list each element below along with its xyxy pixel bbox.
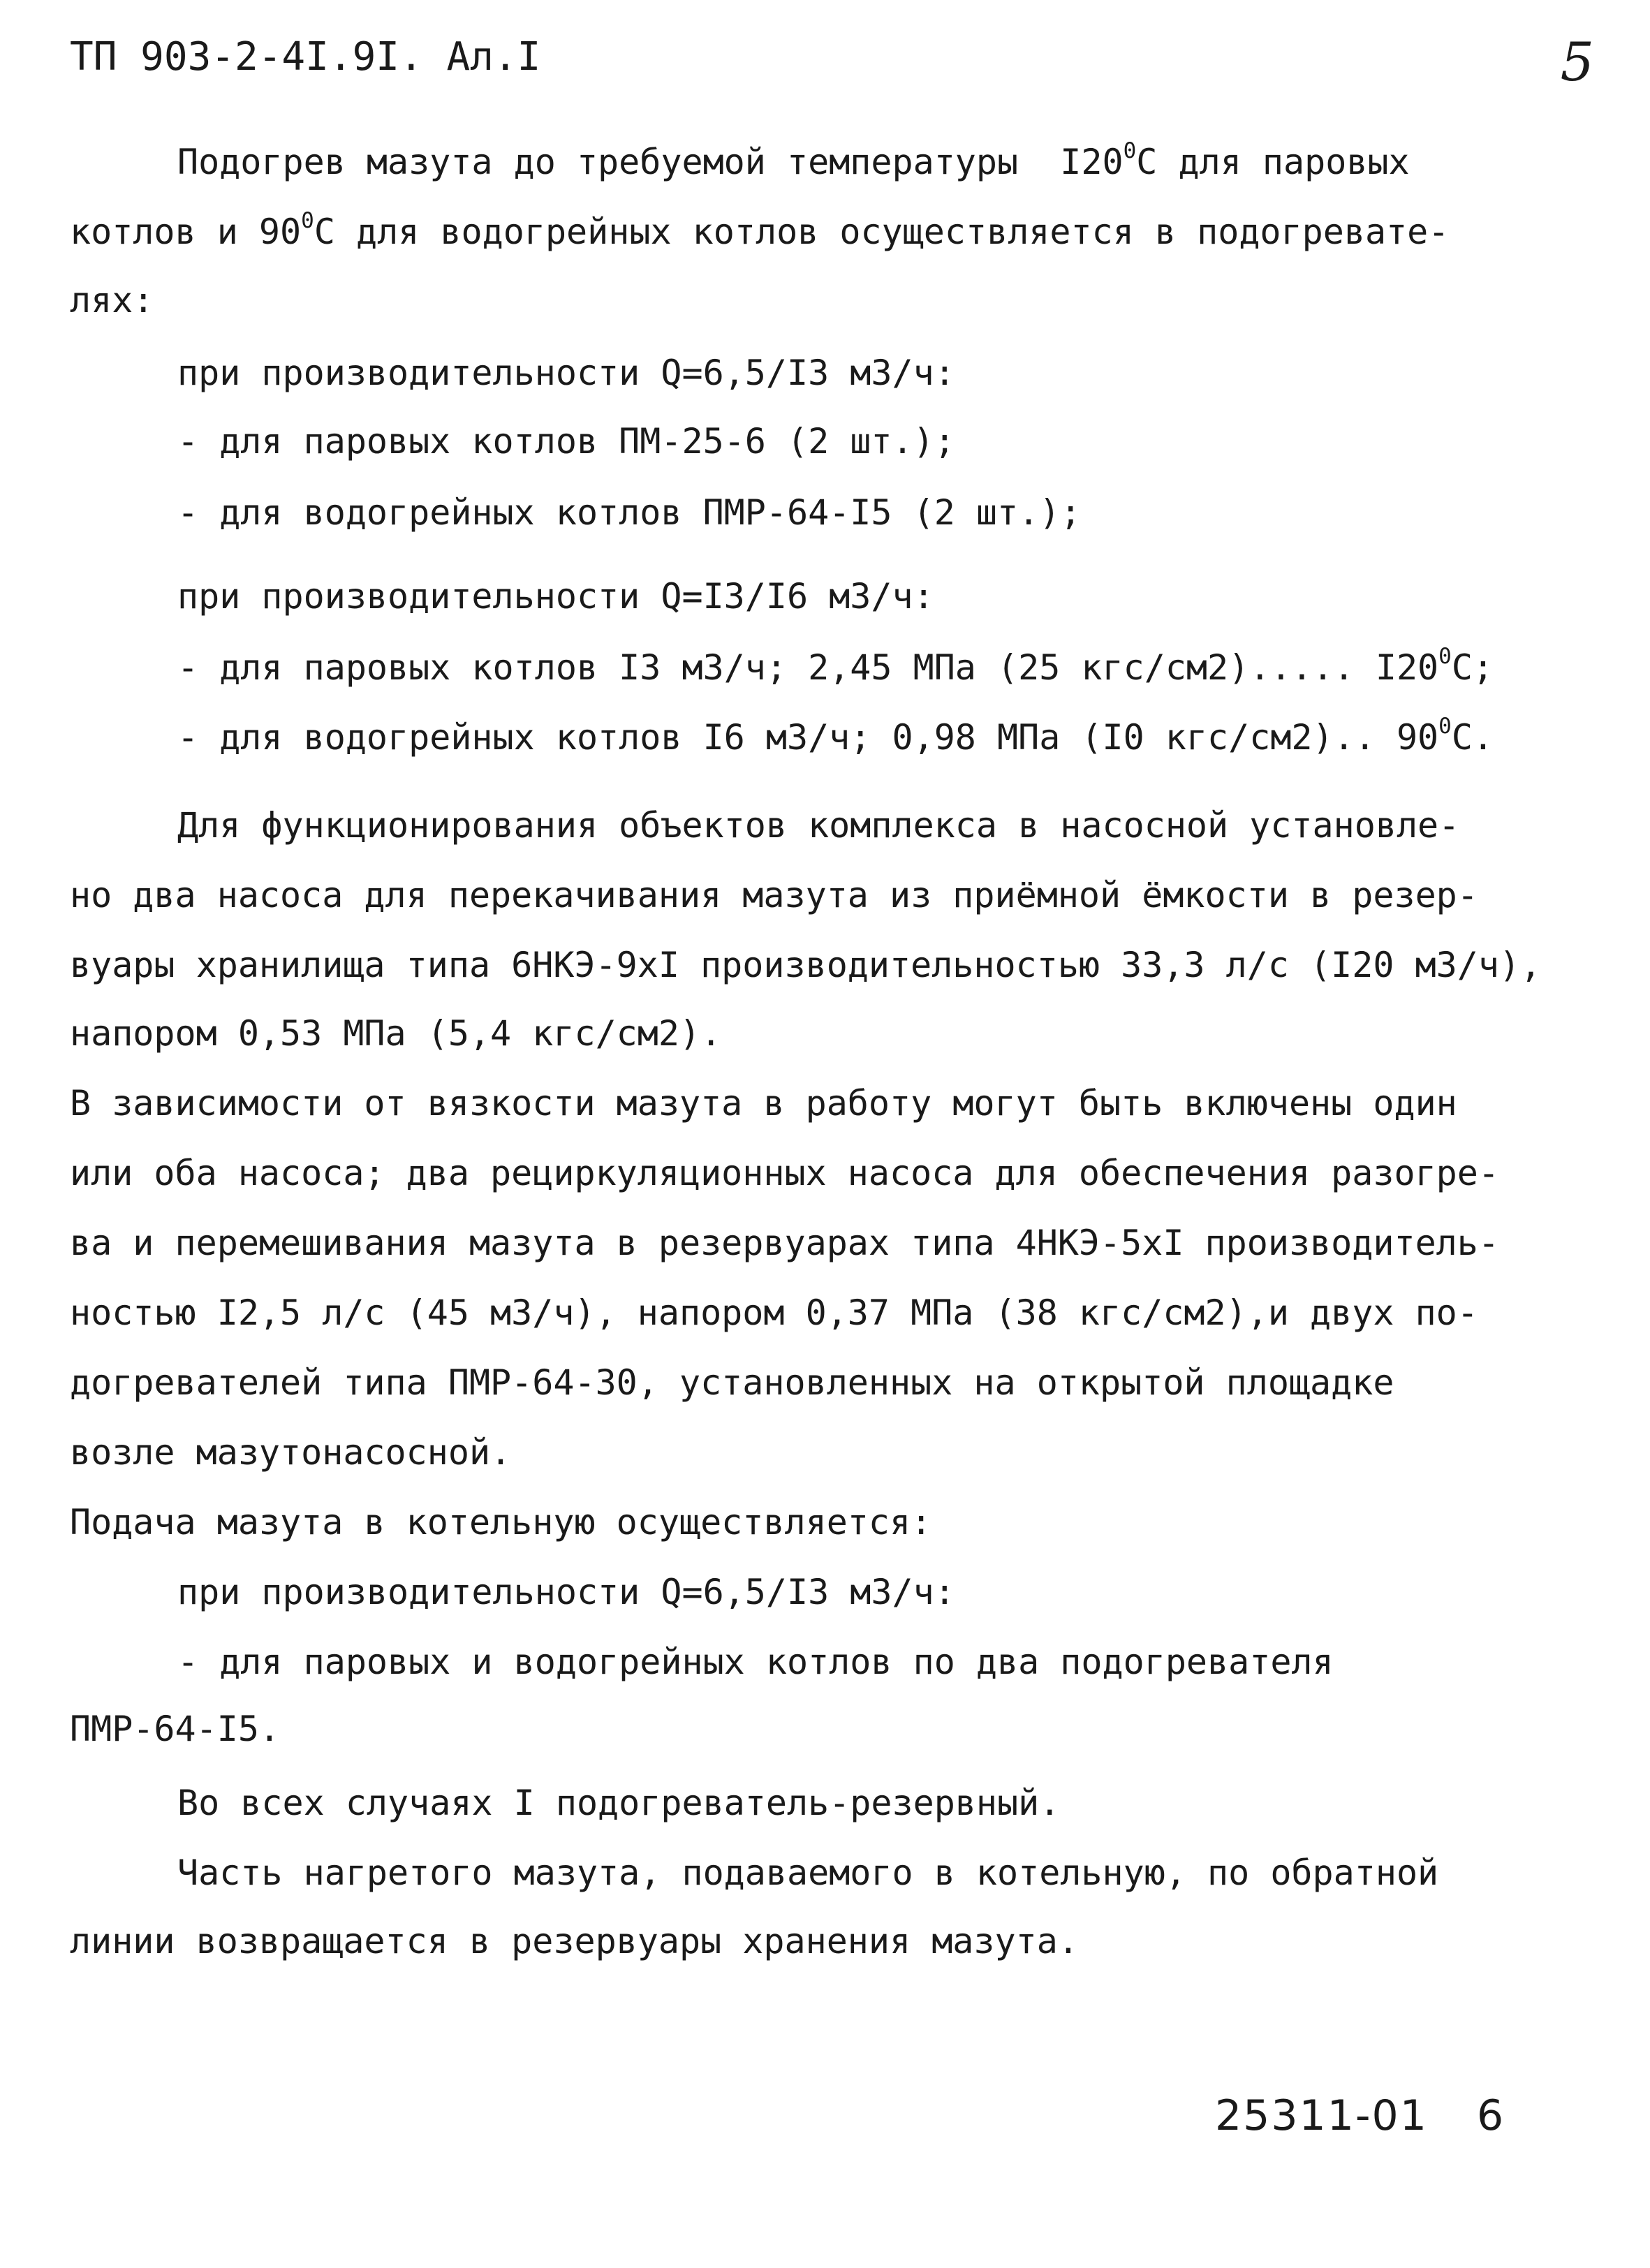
body-line: Подача мазута в котельную осуществляется: xyxy=(70,1502,932,1542)
body-line: Часть нагретого мазута, подаваемого в котельную, по обратной xyxy=(177,1853,1439,1893)
body-line: вуары хранилища типа 6НКЭ-9хI производительностью 33,3 л/с (I20 м3/ч), xyxy=(70,945,1542,985)
body-line: - для паровых и водогрейных котлов по два подогревателя xyxy=(177,1642,1334,1682)
body-line: возле мазутонасосной. xyxy=(70,1432,512,1473)
body-line: лях: xyxy=(70,280,154,321)
body-line: напором 0,53 МПа (5,4 кгс/см2). xyxy=(70,1013,722,1054)
body-line: ва и перемешивания мазута в резервуарах типа 4НКЭ-5хI производитель- xyxy=(70,1223,1499,1263)
body-line: или оба насоса; два рециркуляционных насоса для обеспечения разогре- xyxy=(70,1153,1499,1193)
sheet-number: 6 xyxy=(1477,2091,1505,2140)
body-line: котлов и $90^0С$ для водогрейных котлов осуществляется в подогревате- xyxy=(70,207,1450,252)
body-line: - для паровых котлов ПМ-25-6 (2 шт.); xyxy=(177,421,955,462)
body-line: - для водогрейных котлов ПМР-64-I5 (2 шт.); xyxy=(177,492,1082,533)
body-line: при производительности Q=6,5/I3 м3/ч: xyxy=(177,353,955,393)
body-line: Подогрев мазута до требуемой температуры $I20^0С$ для паровых xyxy=(177,138,1410,182)
body-line: при производительности Q=I3/I6 м3/ч: xyxy=(177,576,934,617)
footer-stamp xyxy=(1215,2091,1505,2140)
body-line: ПМР-64-I5. xyxy=(70,1709,281,1749)
body-line: догревателей типа ПМР-64-30, установленных на открытой площадке xyxy=(70,1362,1394,1403)
body-line: Во всех случаях I подогреватель-резервный. xyxy=(177,1783,1061,1823)
body-line: ностью I2,5 л/с (45 м3/ч), напором 0,37 МПа (38 кгс/см2),и двух по- xyxy=(70,1293,1478,1333)
body-line: - для водогрейных котлов I6 м3/ч; 0,98 МПа (I0 кгс/см2).. $90^0С$. xyxy=(177,713,1494,758)
body-line: В зависимости от вязкости мазута в работу могут быть включены один xyxy=(70,1083,1457,1124)
body-line: но два насоса для перекачивания мазута из приёмной ёмкости в резер- xyxy=(70,875,1478,915)
stamp-number: 25311-01 xyxy=(1215,2091,1428,2140)
body-line: - для паровых котлов I3 м3/ч; 2,45 МПа (25 кгс/см2)..... $I20^0С$; xyxy=(177,643,1494,688)
document-code: ТП 903-2-4I.9I. Ал.I xyxy=(70,34,541,80)
body-line: Для функционирования объектов комплекса в насосной установле- xyxy=(177,805,1460,846)
body-line: линии возвращается в резервуары хранения мазута. xyxy=(70,1921,1079,1961)
body-line: при производительности Q=6,5/I3 м3/ч: xyxy=(177,1572,955,1612)
page-number: 5 xyxy=(1560,31,1594,93)
